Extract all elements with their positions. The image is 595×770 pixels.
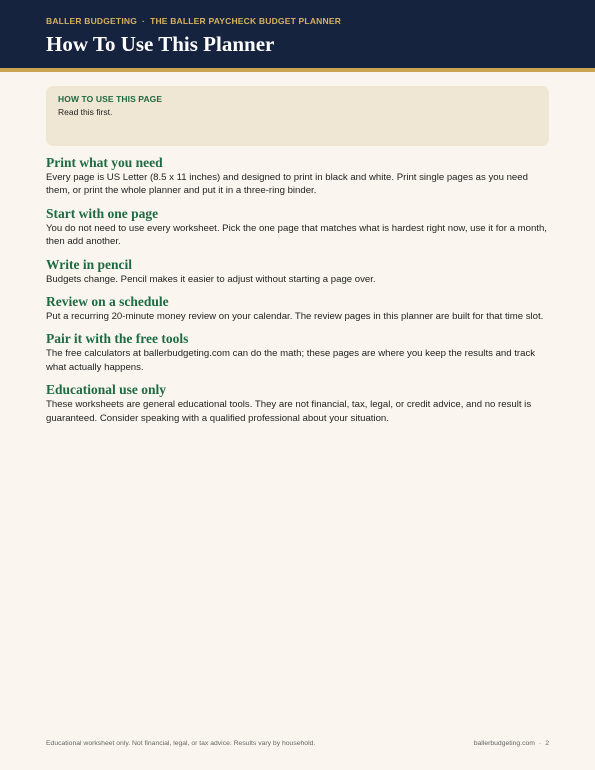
section-educational bbox=[46, 382, 551, 425]
instructions-list bbox=[46, 155, 551, 433]
section-heading: Pair it with the free tools bbox=[46, 331, 189, 347]
brand-name: BALLER BUDGETING bbox=[46, 16, 138, 26]
page-title: How To Use This Planner bbox=[46, 32, 275, 56]
footer-disclaimer: Educational worksheet only. Not financial, legal, or tax advice. Results vary by household. bbox=[46, 740, 316, 747]
section-body: The free calculators at ballerbudgeting.com can do the math; these pages are where you keep the results and track what actually happens. bbox=[46, 348, 536, 373]
section-body: Budgets change. Pencil makes it easier to adjust without starting a page over. bbox=[46, 273, 376, 285]
header-eyebrow bbox=[46, 16, 341, 26]
section-heading: Review on a schedule bbox=[46, 294, 169, 310]
product-name: THE BALLER PAYCHECK BUDGET PLANNER bbox=[150, 16, 342, 26]
section-print bbox=[46, 155, 551, 198]
footer-site-link[interactable]: ballerbudgeting.com bbox=[473, 740, 535, 747]
section-body: Put a recurring 20-minute money review on your calendar. The review pages in this planner are built for that time slot. bbox=[46, 311, 544, 323]
callout-text: Read this first. bbox=[58, 107, 113, 117]
section-heading: Start with one page bbox=[46, 205, 159, 221]
section-heading: Write in pencil bbox=[46, 256, 132, 272]
section-review bbox=[46, 294, 551, 323]
page-header bbox=[0, 0, 595, 68]
section-tools bbox=[46, 331, 551, 374]
header-accent-rule bbox=[0, 68, 595, 72]
section-heading: Educational use only bbox=[46, 382, 167, 398]
section-heading: Print what you need bbox=[46, 155, 163, 170]
eyebrow-separator: · bbox=[142, 16, 146, 26]
footer-separator: · bbox=[538, 740, 542, 747]
page-number: 2 bbox=[545, 740, 549, 747]
instructions-callout bbox=[46, 86, 549, 146]
section-body: These worksheets are general educational tools. They are not financial, tax, legal, or credit advice, and no result is guaranteed. Consider speaking with a qualified professional about your situation. bbox=[46, 399, 532, 424]
callout-title: HOW TO USE THIS PAGE bbox=[58, 94, 163, 104]
section-pencil bbox=[46, 257, 551, 286]
footer-meta bbox=[474, 740, 549, 747]
section-body: Every page is US Letter (8.5 x 11 inches) and designed to print in black and white. Print single pages as you need them, or print the whole planner and put it in a three-ring binder. bbox=[46, 172, 528, 197]
section-body: You do not need to use every worksheet. Pick the one page that matches what is hardest right now, use it for a month, then add another. bbox=[46, 222, 547, 248]
section-start bbox=[46, 206, 551, 249]
